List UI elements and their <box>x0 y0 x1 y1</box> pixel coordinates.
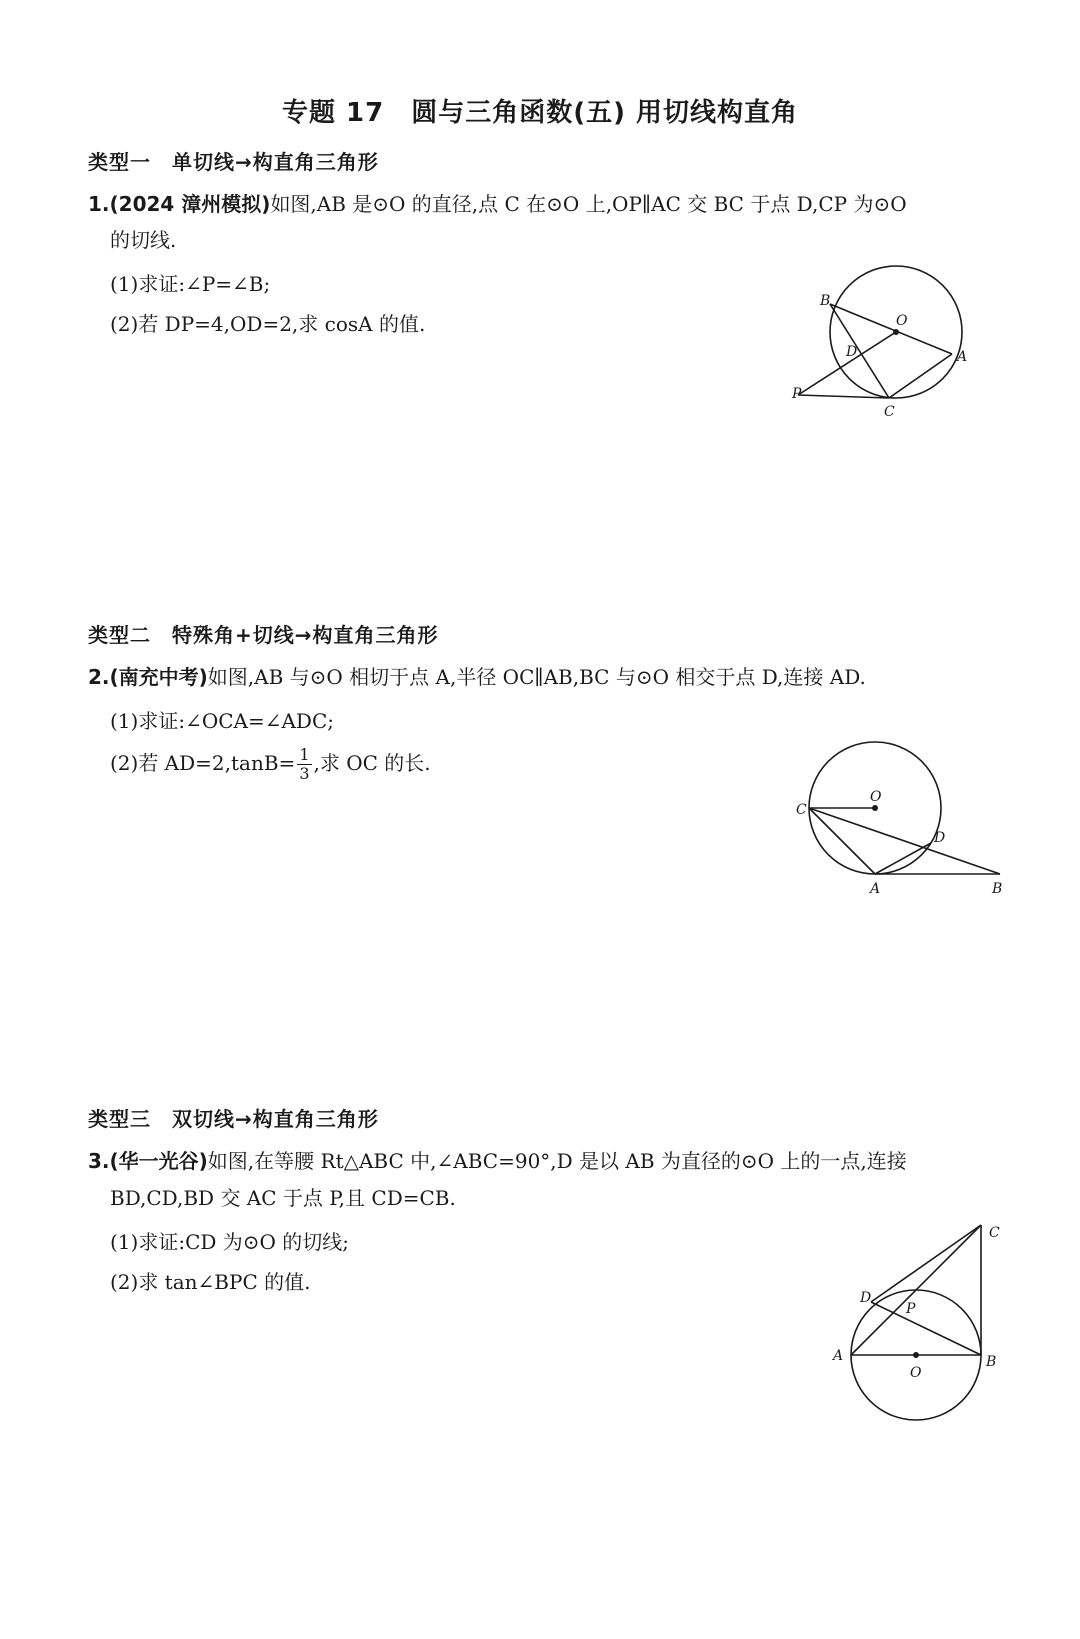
label-o-3: O <box>910 1365 922 1381</box>
segment-bd <box>871 1302 981 1355</box>
section-1-heading: 类型一 单切线→构直角三角形 <box>88 150 379 174</box>
label-o: O <box>896 313 908 329</box>
question-2-part-2 <box>110 746 431 783</box>
section-3-heading: 类型三 双切线→构直角三角形 <box>88 1107 379 1131</box>
label-b: B <box>820 293 831 309</box>
figure-3 <box>830 1220 1030 1435</box>
center-dot-3 <box>913 1352 919 1358</box>
label-a-2: A <box>870 881 881 897</box>
label-b-2: B <box>992 881 1003 897</box>
segment-ad <box>875 843 931 874</box>
question-1-part-1: (1)求证:∠P=∠B; <box>110 272 271 296</box>
question-1-text: 如图,AB 是⊙O 的直径,点 C 在⊙O 上,OP∥AC 交 BC 于点 D,CP 为⊙O <box>270 192 907 216</box>
label-d-3: D <box>860 1290 872 1306</box>
question-2-part-2-before: (2)若 AD=2,tanB= <box>110 751 296 775</box>
question-2-text: 如图,AB 与⊙O 相切于点 A,半径 OC∥AB,BC 与⊙O 相交于点 D,连接 AD. <box>207 665 866 689</box>
question-1-source: (2024 漳州模拟) <box>109 192 271 216</box>
label-c-3: C <box>989 1225 1000 1241</box>
label-p-3: P <box>906 1301 916 1317</box>
label-a: A <box>957 349 968 365</box>
label-a-3: A <box>833 1348 844 1364</box>
question-2-line-1 <box>88 659 866 695</box>
section-2-heading: 类型二 特殊角+切线→构直角三角形 <box>88 623 439 647</box>
question-3-line-1 <box>88 1143 907 1179</box>
question-1-number: 1. <box>88 192 110 216</box>
fraction-numerator: 1 <box>299 745 310 764</box>
center-dot <box>893 329 899 335</box>
label-d-2: D <box>934 830 946 846</box>
fraction-denominator: 3 <box>299 764 310 783</box>
segment-ca <box>809 808 875 874</box>
center-dot-2 <box>872 805 878 811</box>
label-p: P <box>792 386 802 402</box>
question-2-part-1: (1)求证:∠OCA=∠ADC; <box>110 709 335 733</box>
question-3-number: 3. <box>88 1149 110 1173</box>
segment-cb <box>809 808 1000 874</box>
figure-1 <box>792 255 1020 440</box>
question-1-line-1 <box>88 186 907 222</box>
label-o-2: O <box>870 789 882 805</box>
question-2-number: 2. <box>88 665 110 689</box>
fraction-one-third <box>297 746 311 783</box>
question-2-part-2-after: ,求 OC 的长. <box>313 751 431 775</box>
question-2-source: (南充中考) <box>109 665 208 689</box>
question-3-part-2: (2)求 tan∠BPC 的值. <box>110 1270 311 1294</box>
label-c: C <box>884 404 895 420</box>
question-3-text: 如图,在等腰 Rt△ABC 中,∠ABC=90°,D 是以 AB 为直径的⊙O 上的一点,连接 <box>207 1149 907 1173</box>
figure-2 <box>790 735 1020 905</box>
question-1-part-2: (2)若 DP=4,OD=2,求 cosA 的值. <box>110 312 426 336</box>
label-d: D <box>846 344 858 360</box>
segment-ac <box>889 354 952 398</box>
label-c-2: C <box>796 802 807 818</box>
label-b-3: B <box>986 1354 997 1370</box>
question-3-line-2: BD,CD,BD 交 AC 于点 P,且 CD=CB. <box>110 1186 456 1210</box>
page-title: 专题 17 圆与三角函数(五) 用切线构直角 <box>281 98 799 128</box>
question-1-line-2: 的切线. <box>110 228 177 252</box>
question-3-part-1: (1)求证:CD 为⊙O 的切线; <box>110 1230 350 1254</box>
segment-bc <box>830 304 889 398</box>
question-3-source: (华一光谷) <box>109 1149 208 1173</box>
